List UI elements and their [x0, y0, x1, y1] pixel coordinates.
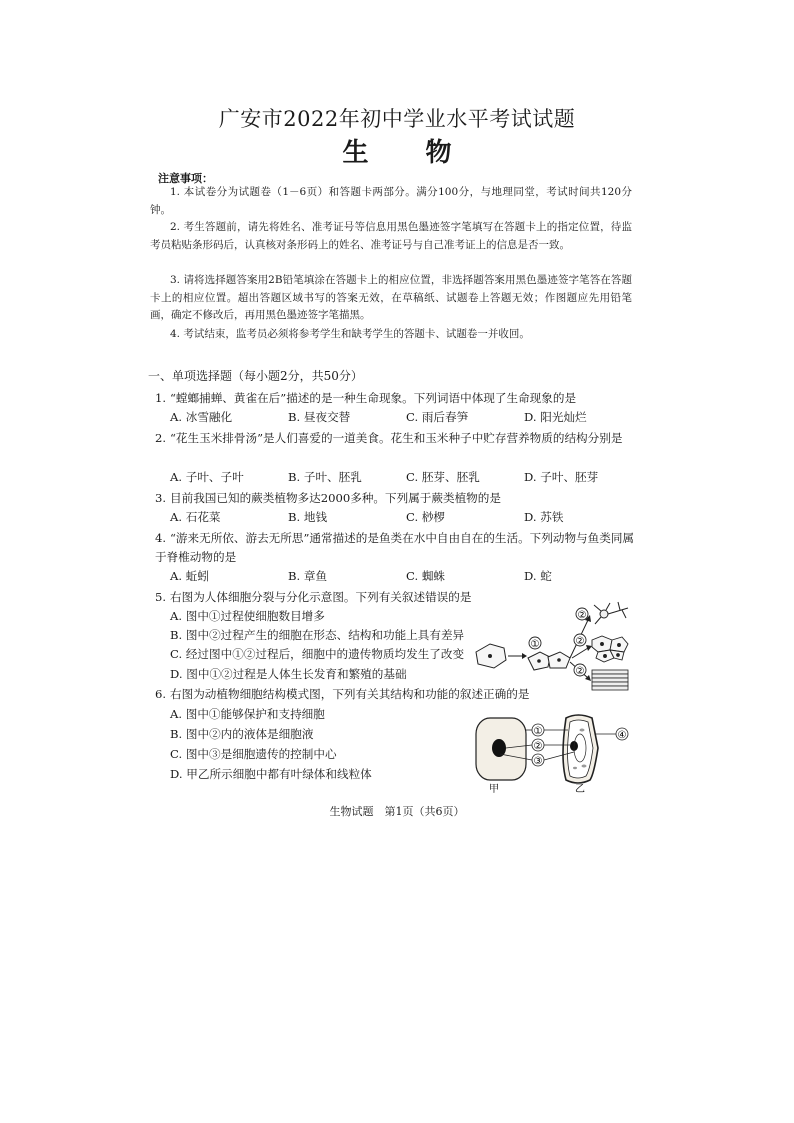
note-4: 4. 考试结束，监考员必须将参考学生和缺考学生的答题卡、试题卷一并收回。 — [170, 328, 530, 340]
question-number: 4. — [155, 531, 167, 545]
animal-cell-icon — [476, 718, 526, 780]
cell-structure-figure — [470, 708, 630, 796]
figure6-label-1: ① — [533, 726, 543, 737]
subject-title: 生 物 — [342, 138, 476, 168]
exam-title: 广安市2022年初中学业水平考试试题 — [218, 107, 576, 131]
question-number: 2. — [155, 431, 167, 445]
nerve-cell-icon — [594, 602, 628, 624]
option-a: A. 图中①能够保护和支持细胞 — [170, 707, 325, 721]
question-number: 1. — [155, 391, 167, 405]
option-a: A. 子叶、子叶 — [170, 470, 244, 484]
option-b: B. 章鱼 — [288, 569, 328, 583]
caption-jia: 甲 — [489, 784, 499, 795]
option-c: C. 经过图中①②过程后，细胞中的遗传物质均发生了改变 — [170, 647, 465, 661]
option-d: D. 甲乙所示细胞中都有叶绿体和线粒体 — [170, 767, 372, 781]
question-text: 目前我国已知的蕨类植物多达2000多种。下列属于蕨类植物的是 — [170, 491, 501, 505]
option-d: D. 阳光灿烂 — [524, 410, 587, 424]
option-b: B. 子叶、胚乳 — [288, 470, 362, 484]
figure5-label-2: ② — [577, 610, 587, 621]
question-text: 右图为动植物细胞结构模式图，下列有关其结构和功能的叙述正确的是 — [170, 687, 530, 701]
figure6-label-4: ④ — [617, 730, 627, 741]
figure5-label-3: ② — [575, 636, 585, 647]
question-text: “螳螂捕蝉、黄雀在后”描述的是一种生命现象。下列词语中体现了生命现象的是 — [170, 391, 577, 405]
option-d: D. 图中①②过程是人体生长发育和繁殖的基础 — [170, 667, 407, 681]
question-3 — [155, 489, 635, 508]
question-2 — [155, 429, 635, 448]
note-3: 3. 请将选择题答案用2B铅笔填涂在答题卡上的相应位置，非选择题答案用黑色墨迹签字笔答在答题卡上的相应位置。超出答题区域书写的答案无效，在草稿纸、试题卷上答题无效；作图题应先用铅笔画，确定不修改后，再用黑色墨迹签字笔描黑。 — [150, 274, 632, 321]
question-4 — [155, 529, 635, 567]
question-text: “花生玉米排骨汤”是人们喜爱的一道美食。花生和玉米种子中贮存营养物质的结构分别是 — [170, 431, 623, 445]
option-b: B. 图中②过程产生的细胞在形态、结构和功能上具有差异 — [170, 628, 465, 642]
option-a: A. 冰雪融化 — [170, 410, 233, 424]
option-c: C. 桫椤 — [406, 510, 446, 524]
option-d: D. 苏铁 — [524, 510, 564, 524]
page-footer: 生物试题 第1页（共6页） — [329, 805, 465, 818]
question-6 — [155, 685, 635, 704]
option-c: C. 蜘蛛 — [406, 569, 446, 583]
option-b: B. 昼夜交替 — [288, 410, 351, 424]
option-c: C. 图中③是细胞遗传的控制中心 — [170, 747, 337, 761]
plant-cell-icon — [563, 715, 598, 783]
section-heading: 一、单项选择题（每小题2分，共50分） — [148, 369, 363, 383]
question-5 — [155, 588, 485, 607]
option-d: D. 蛇 — [524, 569, 552, 583]
figure5-label-4: ② — [575, 666, 585, 677]
cell-differentiation-figure — [470, 600, 630, 692]
option-c: C. 胚芽、胚乳 — [406, 470, 480, 484]
question-number: 3. — [155, 491, 167, 505]
question-text: 右图为人体细胞分裂与分化示意图。下列有关叙述错误的是 — [170, 590, 472, 604]
question-1-options — [170, 409, 650, 428]
option-b: B. 图中②内的液体是细胞液 — [170, 727, 314, 741]
note-1: 1. 本试卷分为试题卷（1－6页）和答题卡两部分。满分100分，与地理同堂，考试时间共120分钟。 — [150, 186, 632, 216]
question-1 — [155, 389, 635, 408]
figure6-label-3: ③ — [533, 756, 543, 767]
option-c: C. 雨后春笋 — [406, 410, 469, 424]
caption-yi: 乙 — [575, 784, 585, 795]
figure6-label-2: ② — [533, 741, 543, 752]
option-d: D. 子叶、胚芽 — [524, 470, 599, 484]
option-a: A. 蚯蚓 — [170, 569, 209, 583]
option-a: A. 图中①过程使细胞数目增多 — [170, 609, 325, 623]
note-2: 2. 考生答题前，请先将姓名、准考证号等信息用黑色墨迹签字笔填写在答题卡上的指定位置，待监考员粘贴条形码后，认真核对条形码上的姓名、准考证号与自己准考证上的信息是否一致。 — [150, 221, 632, 251]
question-number: 5. — [155, 590, 167, 604]
question-text: “游来无所依、游去无所思”通常描述的是鱼类在水中自由自在的生活。下列动物与鱼类同属于脊椎动物的是 — [155, 531, 635, 564]
option-a: A. 石花菜 — [170, 510, 221, 524]
question-number: 6. — [155, 687, 167, 701]
option-b: B. 地钱 — [288, 510, 328, 524]
notes-heading: 注意事项： — [158, 172, 213, 185]
question-3-options — [170, 509, 650, 528]
epithelial-cells-icon — [592, 636, 628, 662]
question-2-options — [170, 469, 650, 488]
figure5-label-1: ① — [530, 639, 540, 650]
question-4-options — [170, 568, 650, 587]
